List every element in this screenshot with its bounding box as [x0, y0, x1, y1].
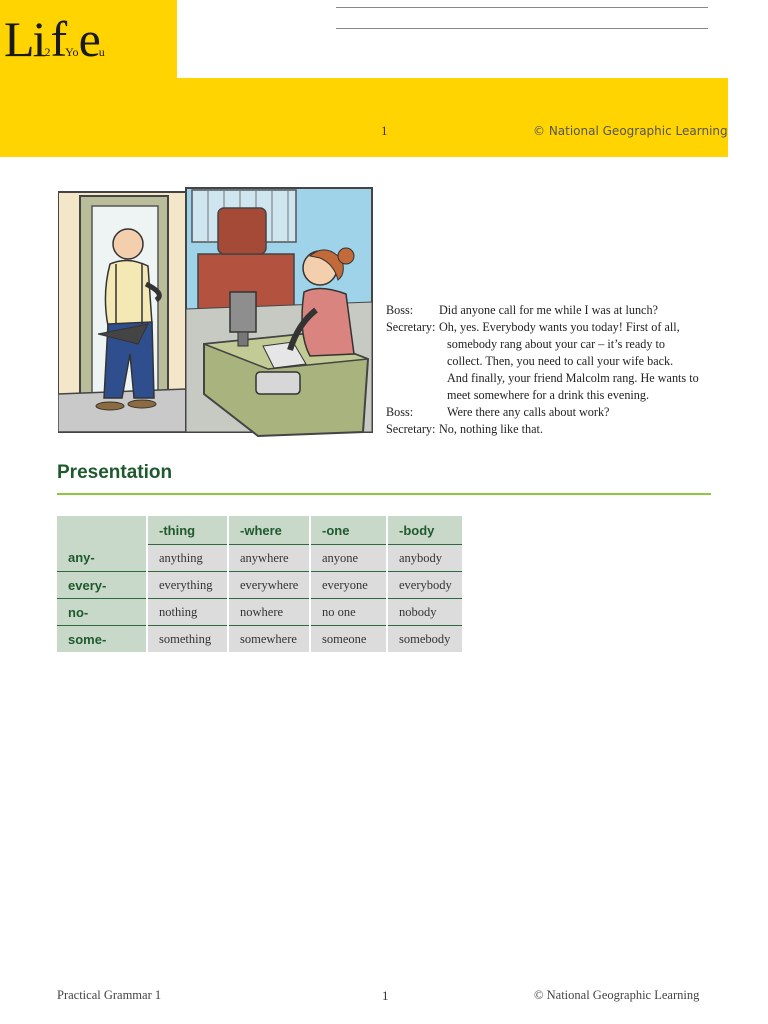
table-cell: somebody [387, 626, 463, 653]
table-cell: anything [147, 545, 228, 572]
table-row [57, 545, 463, 572]
table-row [57, 626, 463, 653]
column-header: -one [310, 516, 387, 545]
dialogue-line: Boss: Did anyone call for me while I was at lunch? [386, 303, 658, 317]
header-band [0, 78, 728, 157]
row-header: any- [57, 545, 147, 572]
row-header: every- [57, 572, 147, 599]
dialogue-line: And finally, your friend Malcolm rang. He wants to [447, 371, 699, 385]
dialogue-line: Secretary: Oh, yes. Everybody wants you today! First of all, [386, 320, 680, 334]
table-cell: anywhere [228, 545, 310, 572]
section-rule [57, 493, 711, 495]
header-rule-bottom [336, 28, 708, 29]
table-header-row [57, 516, 463, 545]
header-copyright: © National Geographic Learning [533, 124, 728, 138]
table-cell: nothing [147, 599, 228, 626]
table-row [57, 599, 463, 626]
footer-page-number: 1 [382, 988, 389, 1003]
dialogue-line: collect. Then, you need to call your wife back. [447, 354, 674, 368]
table-cell: anyone [310, 545, 387, 572]
column-header: -where [228, 516, 310, 545]
office-illustration [58, 184, 374, 440]
footer-copyright: © National Geographic Learning [534, 988, 700, 1002]
column-header: -thing [147, 516, 228, 545]
dialogue-line: Secretary: No, nothing like that. [386, 422, 543, 436]
life-logo: Li2fYoeu [4, 11, 105, 67]
table-cell: something [147, 626, 228, 653]
indefinite-pronouns-table [57, 516, 464, 652]
header-rule-top [336, 7, 708, 8]
dialogue-line: somebody rang about your car – it’s ready to [447, 337, 665, 351]
table-cell: everybody [387, 572, 463, 599]
table-cell: nowhere [228, 599, 310, 626]
column-header: -body [387, 516, 463, 545]
table-corner [57, 516, 147, 545]
row-header: some- [57, 626, 147, 653]
table-cell: no one [310, 599, 387, 626]
table-cell: everyone [310, 572, 387, 599]
table-cell: somewhere [228, 626, 310, 653]
header-page-number: 1 [381, 123, 388, 138]
table-cell: nobody [387, 599, 463, 626]
footer-title: Practical Grammar 1 [57, 988, 162, 1002]
section-title: Presentation [57, 462, 173, 483]
table-cell: everywhere [228, 572, 310, 599]
dialogue-line: meet somewhere for a drink this evening. [447, 388, 650, 402]
table-cell: someone [310, 626, 387, 653]
table-cell: anybody [387, 545, 463, 572]
dialogue [386, 302, 716, 438]
table-row [57, 572, 463, 599]
table-cell: everything [147, 572, 228, 599]
dialogue-line: Boss: Were there any calls about work? [386, 405, 610, 419]
row-header: no- [57, 599, 147, 626]
